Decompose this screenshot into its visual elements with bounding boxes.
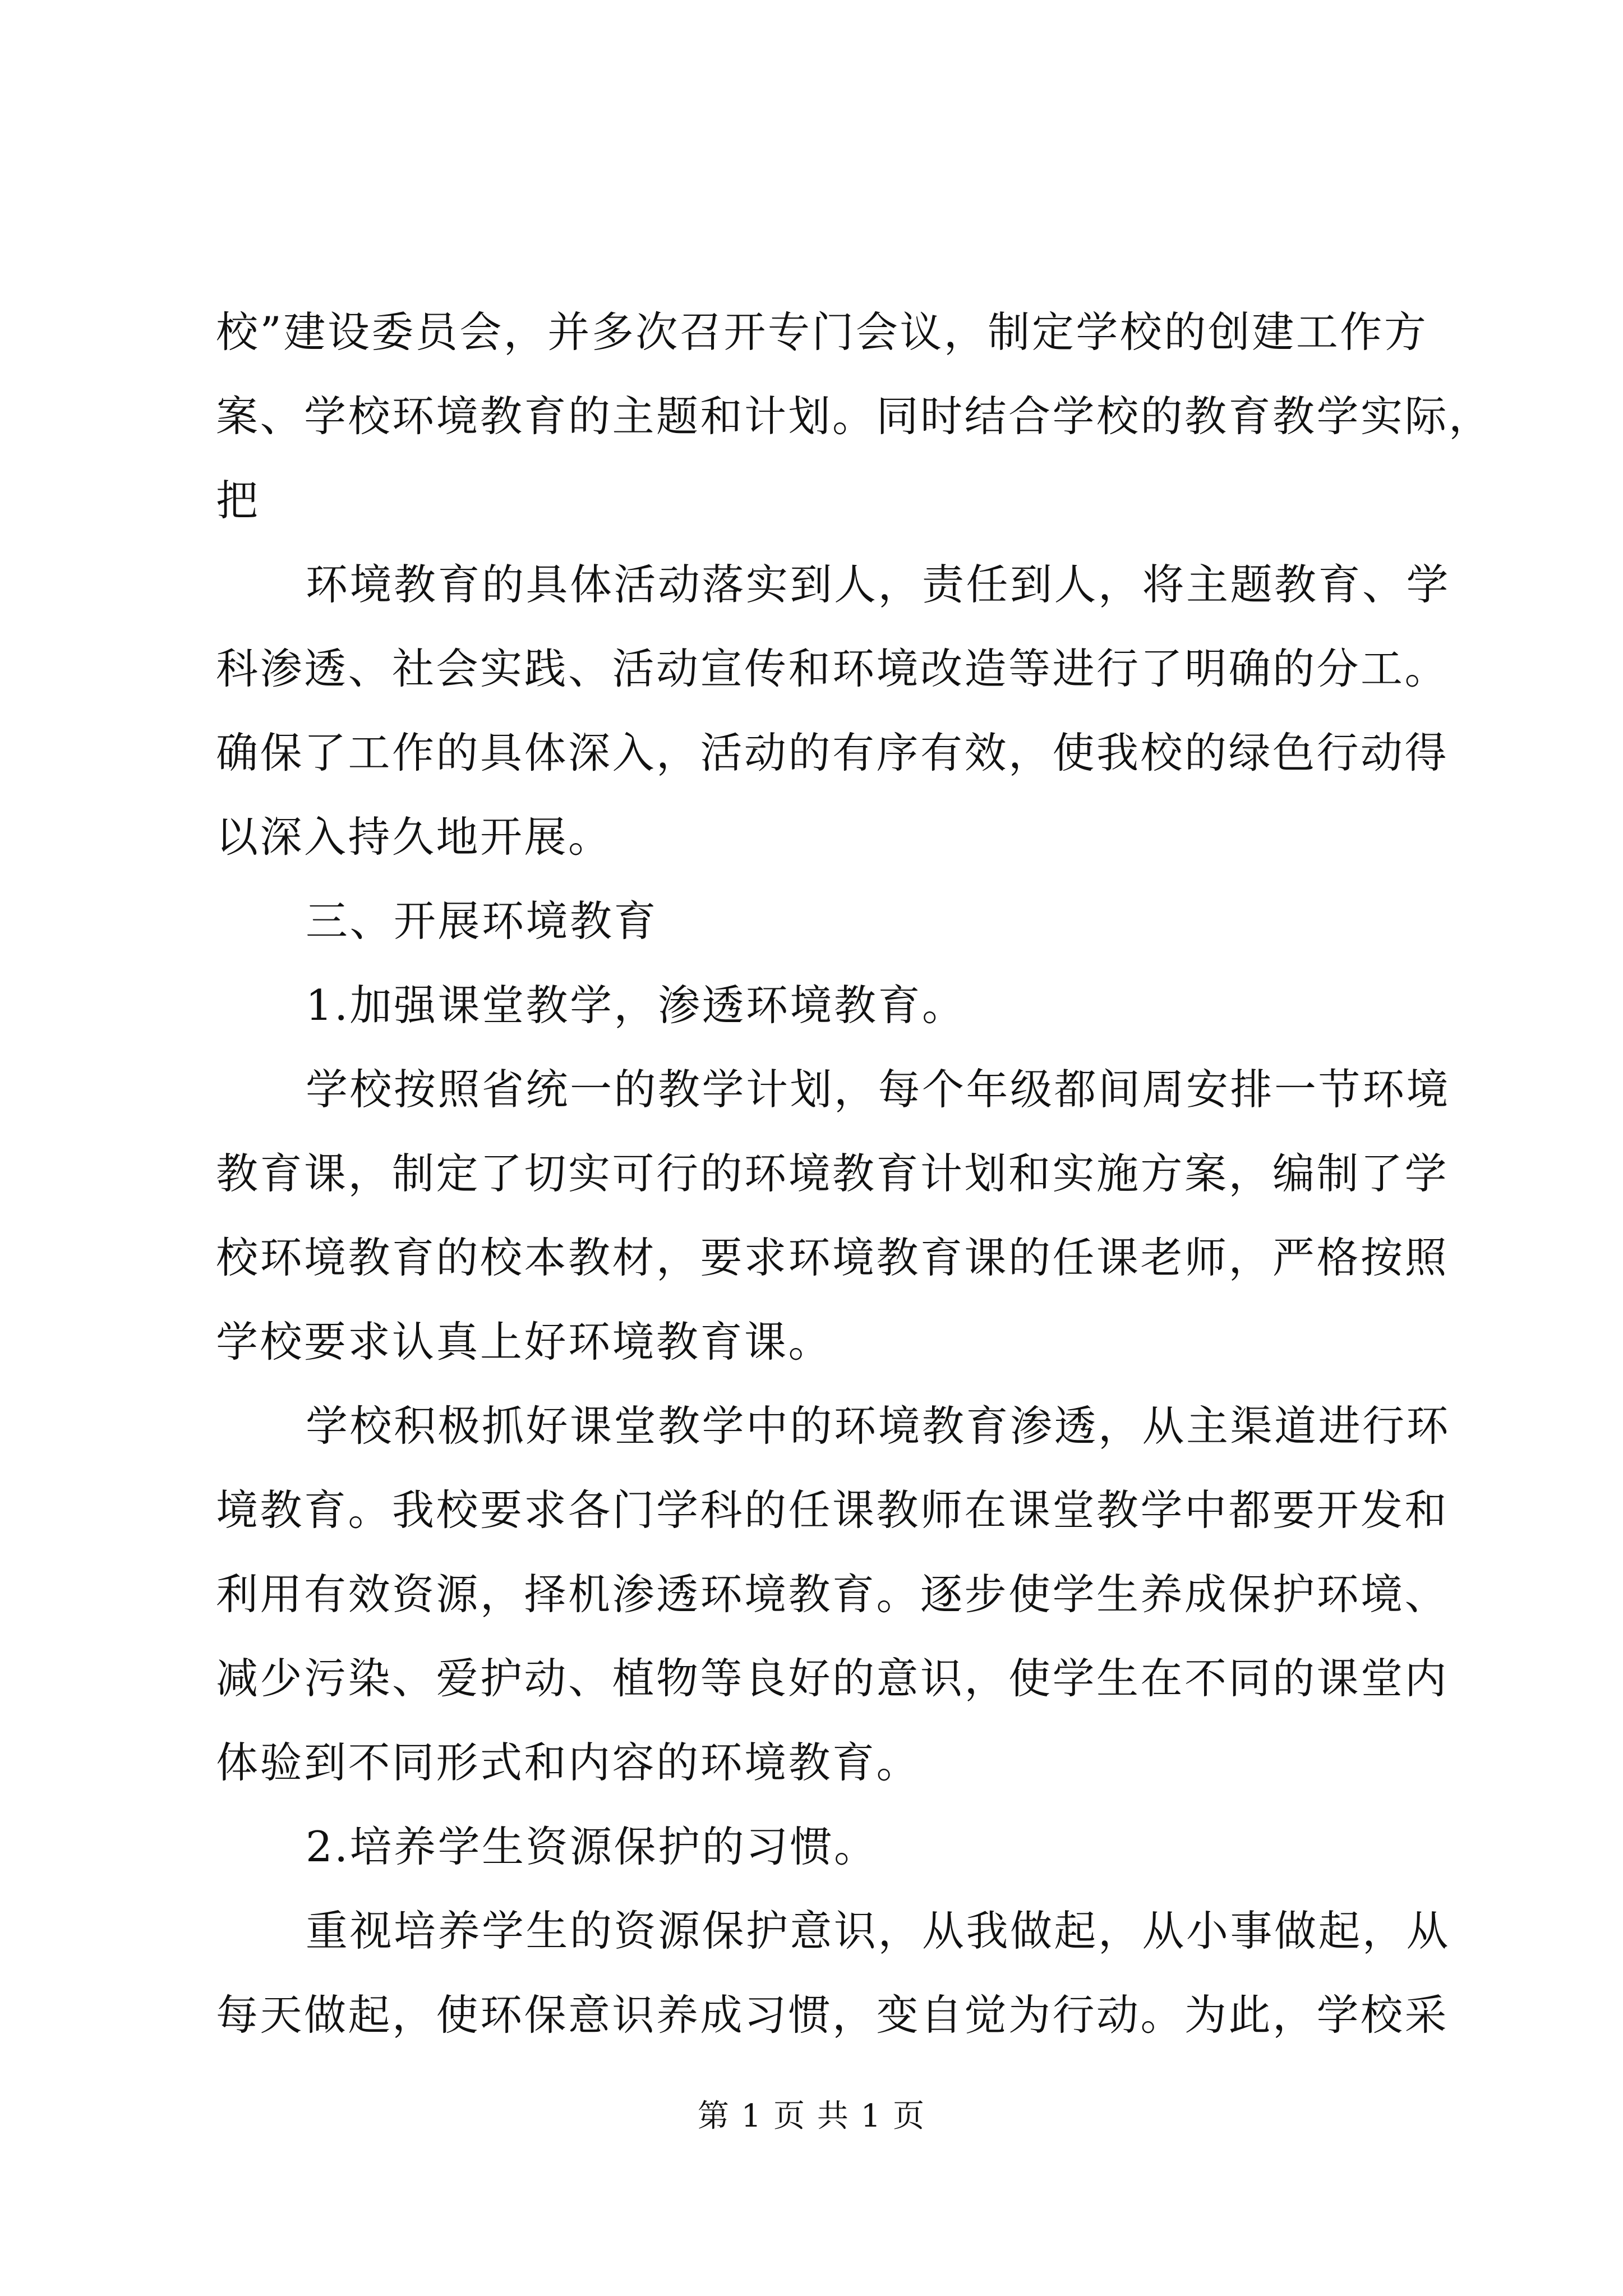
paragraph-line-15: 每天做起，使环保意识养成习惯，变自觉为行动。为此，学校采 bbox=[216, 1990, 1449, 2040]
paragraph-line-9: 学校积极抓好课堂教学中的环境教育渗透，从主渠道进行环 bbox=[306, 1401, 1451, 1451]
paragraph-line-11: 利用有效资源，择机渗透环境教育。逐步使学生养成保护环境、 bbox=[216, 1570, 1449, 1619]
paragraph-line-10: 境教育。我校要求各门学科的任课教师在课堂教学中都要开发和 bbox=[216, 1485, 1449, 1535]
subheading-2: 2.培养学生资源保护的习惯。 bbox=[306, 1822, 878, 1871]
paragraph-line-2: 科渗透、社会实践、活动宣传和环境改造等进行了明确的分工。 bbox=[216, 644, 1449, 693]
paragraph-line-13: 体验到不同形式和内容的环境教育。 bbox=[216, 1738, 921, 1787]
paragraph-line-5: 学校按照省统一的教学计划，每个年级都间周安排一节环境 bbox=[306, 1065, 1451, 1114]
paragraph-line-3: 确保了工作的具体深入，活动的有序有效，使我校的绿色行动得 bbox=[216, 728, 1449, 777]
paragraph-line-1: 环境教育的具体活动落实到人，责任到人，将主题教育、学 bbox=[306, 560, 1451, 609]
paragraph-line-7: 校环境教育的校本教材，要求环境教育课的任课老师，严格按照 bbox=[216, 1233, 1449, 1282]
subheading-1: 1.加强课堂教学，渗透环境教育。 bbox=[306, 981, 966, 1030]
text-line-2: 案、学校环境教育的主题和计划。同时结合学校的教育教学实际， bbox=[216, 392, 1493, 441]
paragraph-line-8: 学校要求认真上好环境教育课。 bbox=[216, 1317, 833, 1366]
paragraph-line-6: 教育课，制定了切实可行的环境教育计划和实施方案，编制了学 bbox=[216, 1149, 1449, 1198]
page-number-footer: 第 1 页 共 1 页 bbox=[697, 2098, 926, 2134]
paragraph-line-4: 以深入持久地开展。 bbox=[216, 812, 612, 862]
paragraph-line-14: 重视培养学生的资源保护意识，从我做起，从小事做起，从 bbox=[306, 1906, 1451, 1955]
paragraph-line-12: 减少污染、爱护动、植物等良好的意识，使学生在不同的课堂内 bbox=[216, 1654, 1449, 1703]
text-line-3: 把 bbox=[216, 476, 260, 525]
section-heading: 三、开展环境教育 bbox=[306, 896, 658, 946]
text-line-1: 校”建设委员会，并多次召开专门会议，制定学校的创建工作方 bbox=[216, 307, 1428, 357]
